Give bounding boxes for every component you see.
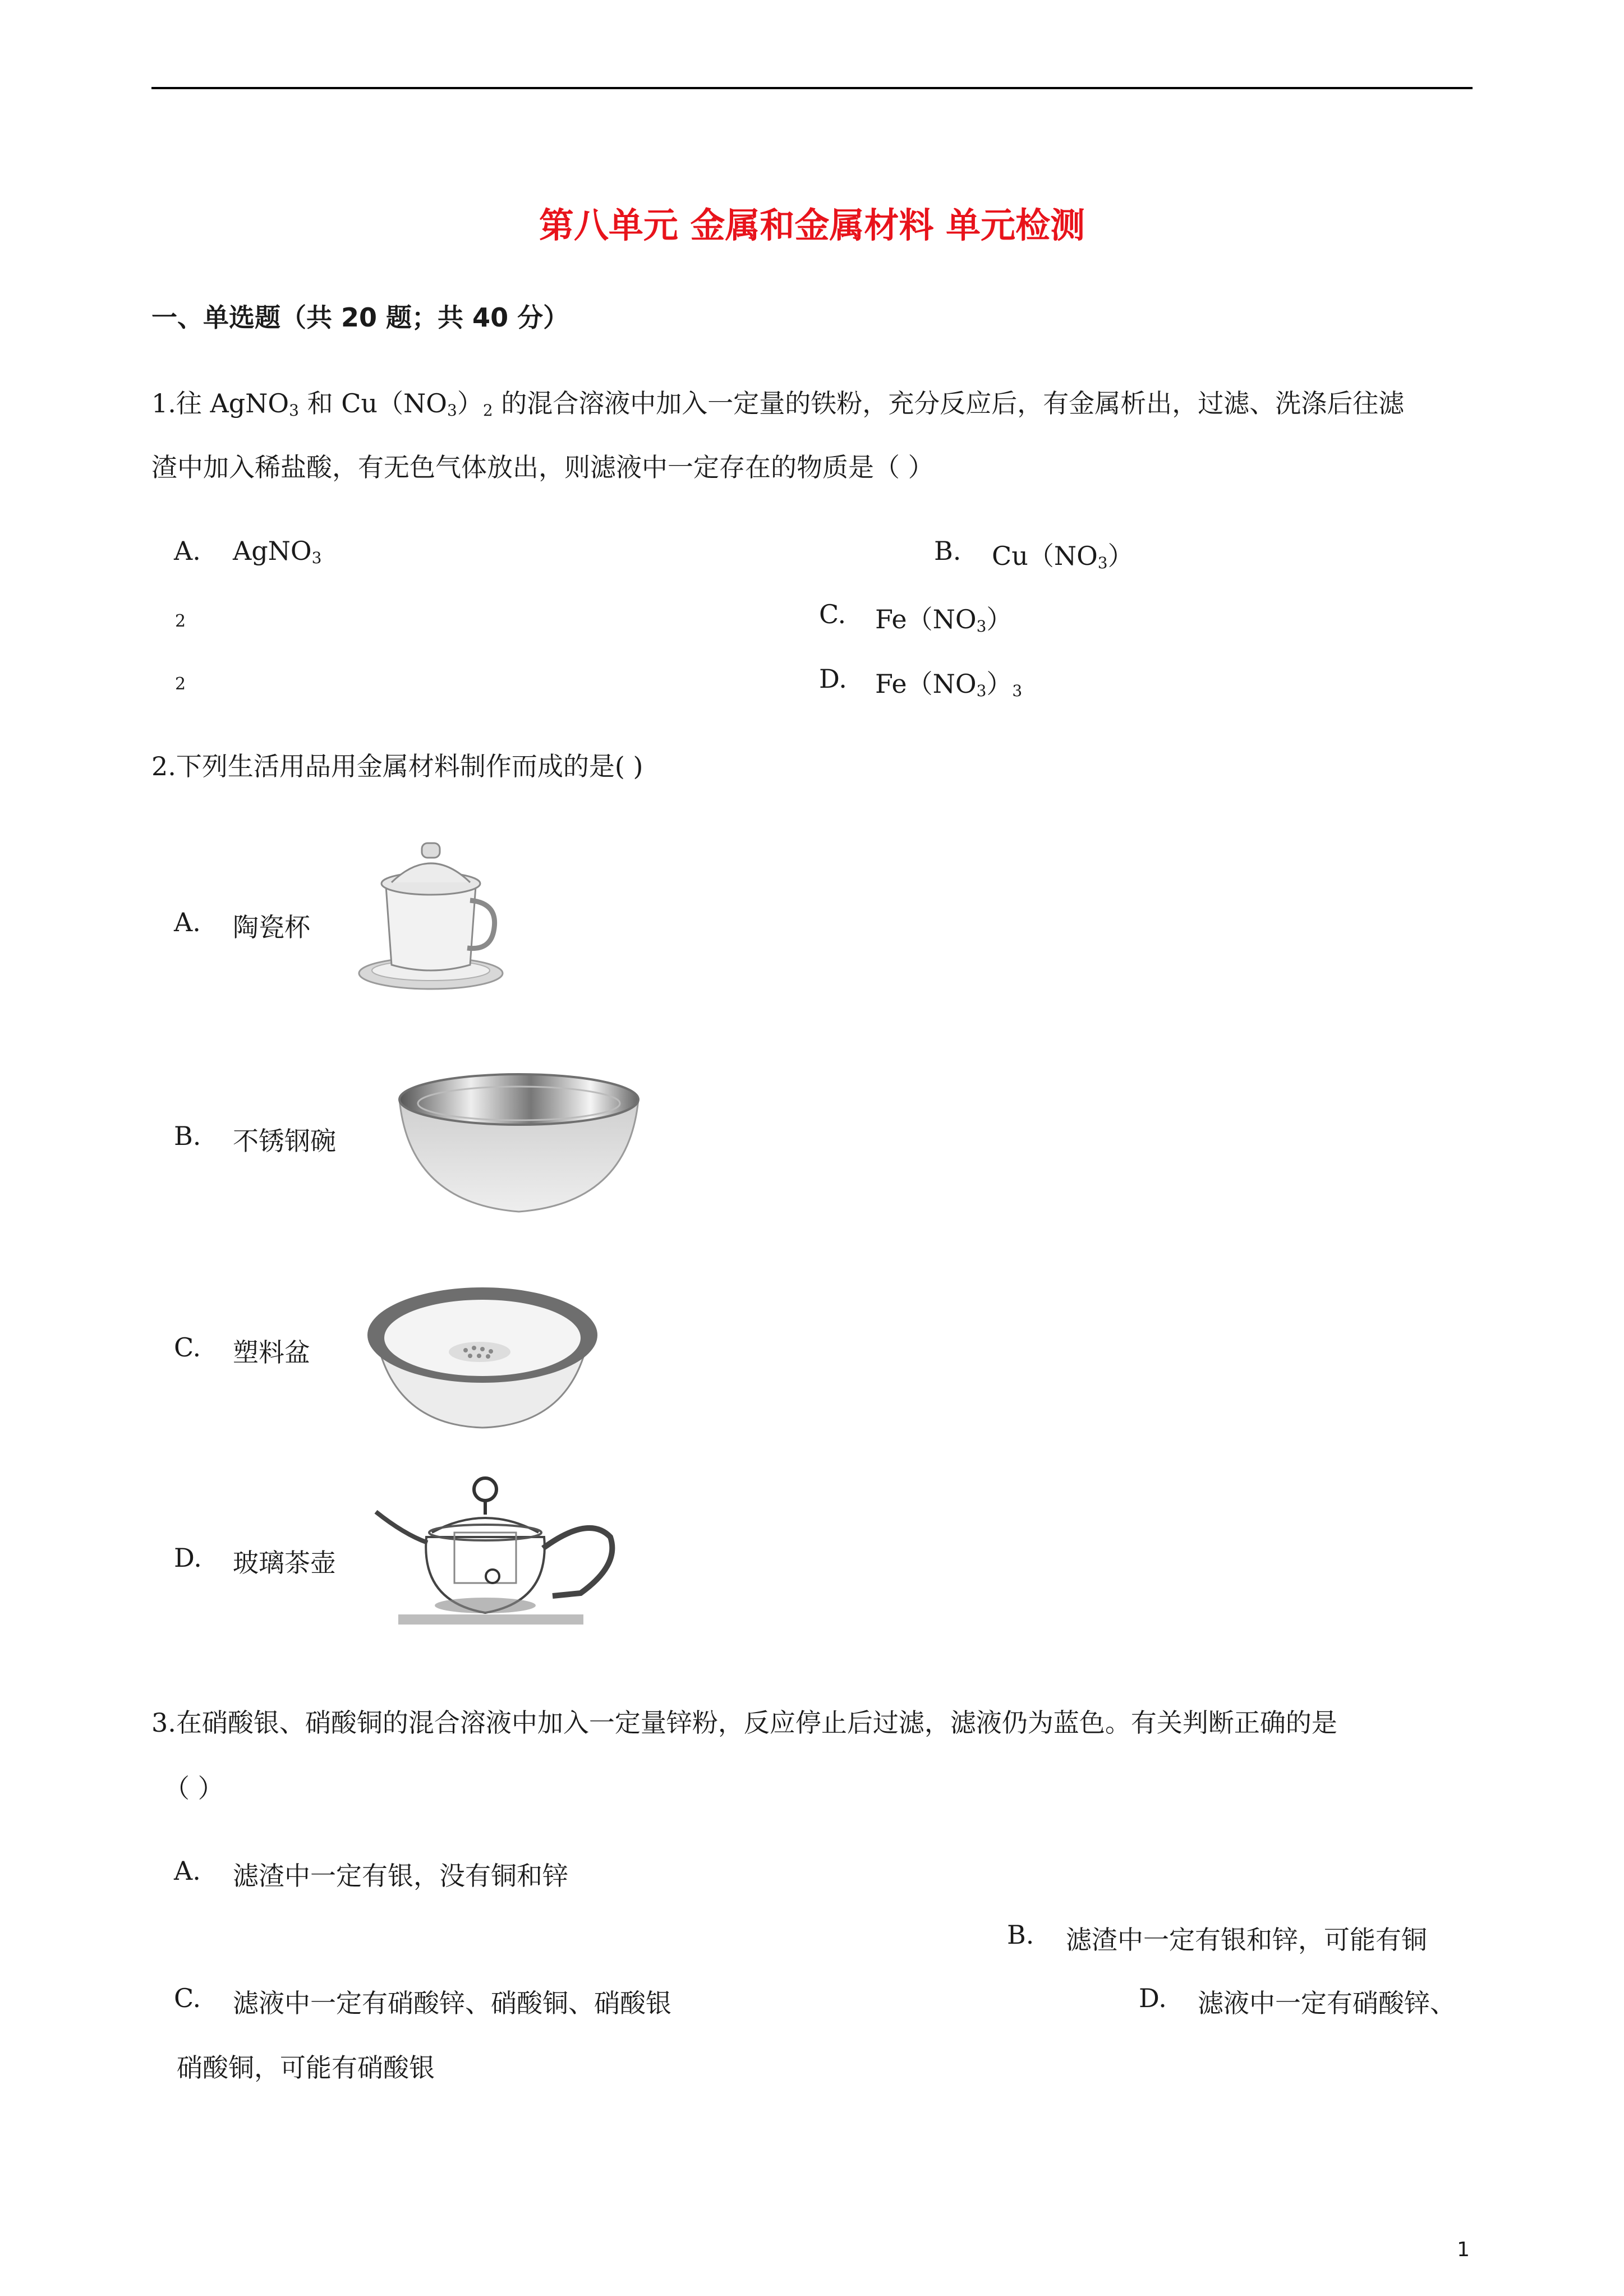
q2-option-d-text[interactable]: 玻璃茶壶	[233, 1548, 336, 1578]
q3-option-a-letter[interactable]: A.	[174, 1856, 201, 1886]
q2-stem: 2.下列生活用品用金属材料制作而成的是( )	[151, 751, 643, 781]
q2-option-c-text[interactable]: 塑料盆	[233, 1337, 310, 1368]
q3-option-d-continuation[interactable]: 硝酸铜，可能有硝酸银	[177, 2053, 435, 2083]
q1-option-b-text[interactable]: $Cu(NO_3)$	[992, 541, 1134, 572]
page-number: 1	[1457, 2238, 1470, 2261]
q1-option-a-text[interactable]: AgNO$_3$	[233, 536, 322, 567]
q1-stem-line2: 渣中加入稀盐酸，有无色气体放出，则滤液中一定存在的物质是（ ）	[151, 452, 934, 482]
q3-option-d-text[interactable]: 滤液中一定有硝酸锌、	[1198, 1988, 1456, 2018]
q2-option-d-letter[interactable]: D.	[174, 1543, 202, 1573]
q3-stem-line2: （ ）	[164, 1773, 224, 1803]
q3-stem-line1: 3.在硝酸银、硝酸铜的混合溶液中加入一定量锌粉，反应停止后过滤，滤液仍为蓝色。有关判断正确的是	[151, 1708, 1337, 1738]
q2-option-b-text[interactable]: 不锈钢碗	[233, 1126, 336, 1156]
q2-option-c-letter[interactable]: C.	[174, 1332, 201, 1363]
q3-option-b-text[interactable]: 滤渣中一定有银和锌，可能有铜	[1066, 1925, 1427, 1955]
q3-option-c-text[interactable]: 滤液中一定有硝酸锌、硝酸铜、硝酸银	[233, 1988, 671, 2018]
plastic-basin-icon	[359, 1282, 606, 1433]
section-heading: 一、单选题（共 20 题；共 40 分）	[151, 302, 569, 333]
q1-stray-subscript-2: 2	[175, 674, 186, 694]
steel-bowl-icon	[393, 1069, 645, 1220]
q1-option-a-letter[interactable]: A.	[174, 536, 201, 566]
q2-option-a-letter[interactable]: A.	[174, 907, 201, 937]
q2-option-b-letter[interactable]: B.	[174, 1121, 201, 1151]
glass-teapot-icon	[365, 1458, 623, 1627]
q3-option-a-text[interactable]: 滤渣中一定有银，没有铜和锌	[233, 1861, 568, 1891]
page-title: 第八单元 金属和金属材料 单元检测	[539, 205, 1085, 246]
q3-option-c-letter[interactable]: C.	[174, 1983, 201, 2013]
header-rule	[151, 87, 1473, 89]
q1-option-d-text[interactable]: $Fe(NO_3)_3$	[875, 669, 1023, 700]
teacup-with-lid-icon	[352, 833, 509, 996]
q3-option-d-letter[interactable]: D.	[1139, 1983, 1167, 2013]
q1-option-b-letter[interactable]: B.	[934, 536, 961, 566]
q1-option-c-text[interactable]: $Fe(NO_3)$	[875, 604, 1013, 636]
q1-stem-line1: 1.往 AgNO$_3$ 和 $Cu(NO_3)_2$ 的混合溶液中加入一定量的铁粉，充分反应后，有金属析出，过滤、洗涤后往滤	[151, 388, 1405, 420]
q3-option-b-letter[interactable]: B.	[1007, 1920, 1034, 1950]
q1-option-d-letter[interactable]: D.	[819, 664, 847, 694]
q1-option-c-letter[interactable]: C.	[819, 599, 846, 629]
q2-option-a-text[interactable]: 陶瓷杯	[233, 912, 310, 942]
q1-stray-subscript: 2	[175, 611, 186, 631]
